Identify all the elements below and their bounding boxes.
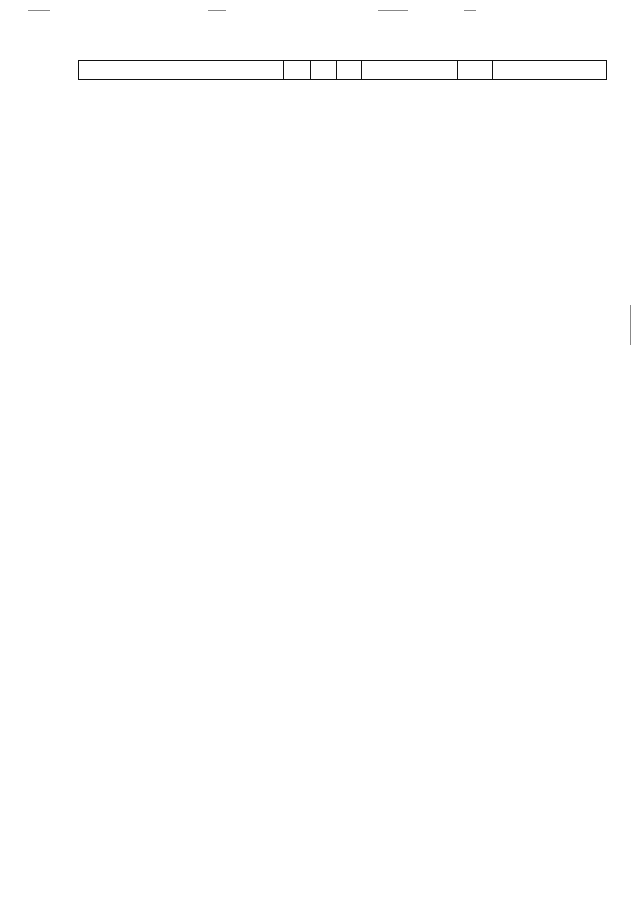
header-col-2 (284, 61, 311, 79)
scan-speck (630, 305, 631, 345)
scan-speck (464, 10, 476, 11)
header-col-3 (311, 61, 337, 79)
scan-speck (208, 10, 226, 11)
header-col-6 (458, 61, 493, 79)
scan-speck (378, 10, 408, 11)
header-col-7 (493, 61, 606, 79)
table-header (78, 60, 607, 80)
header-col-1 (79, 61, 284, 79)
header-col-4 (337, 61, 362, 79)
scan-speck (28, 10, 50, 11)
header-col-5 (362, 61, 458, 79)
